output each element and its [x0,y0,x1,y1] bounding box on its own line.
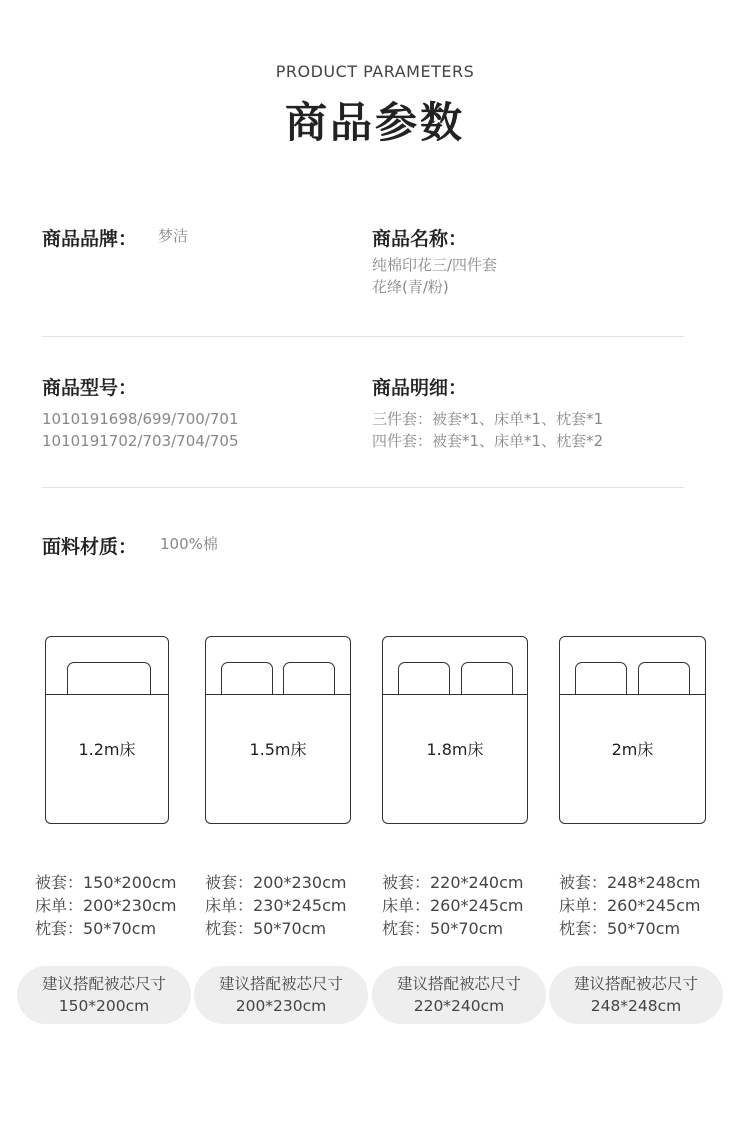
material-value: 100%棉 [160,535,218,553]
detail-value-line2: 四件套：被套*1、床单*1、枕套*2 [372,432,604,450]
product-name-value-line1: 纯棉印花三/四件套 [372,256,498,274]
suggest-size: 200*230cm [235,997,327,1015]
sheet-size: 床单：230*245cm [205,896,347,915]
product-name-label: 商品名称： [372,228,468,250]
duvet-edge [383,694,527,695]
bed-spec-list-1-8m [382,871,523,940]
duvet-edge [206,694,350,695]
bed-illustration-1-8m [382,636,528,824]
suggest-label: 建议搭配被芯尺寸 [573,975,698,993]
suggest-size: 248*248cm [590,997,682,1015]
bed-size-label: 1.5m床 [249,740,307,759]
bed-illustration-2m [559,636,706,824]
bed-size-label: 1.8m床 [426,740,484,759]
sheet-size: 床单：200*230cm [35,896,177,915]
detail-value-line1: 三件套：被套*1、床单*1、枕套*1 [372,410,604,428]
duvet-size: 被套：200*230cm [205,873,347,892]
duvet-edge [560,694,705,695]
bed-size-label: 2m床 [611,740,654,759]
sheet-size: 床单：260*245cm [559,896,701,915]
bed-illustration-1-5m [205,636,351,824]
detail-label: 商品明细： [372,377,468,399]
brand-value: 梦洁 [158,227,189,245]
pillow-icon [398,662,450,694]
model-value-line2: 1010191702/703/704/705 [42,432,239,450]
duvet-edge [46,694,168,695]
brand-label: 商品品牌： [42,228,138,250]
product-name-value-line2: 花绛(青/粉) [372,278,449,296]
bed-illustration-1-2m [45,636,169,824]
suggested-comforter-badge-1-5m [194,966,368,1024]
pillowcase-size: 枕套：50*70cm [35,919,157,938]
pillowcase-size: 枕套：50*70cm [205,919,327,938]
suggest-size: 150*200cm [58,997,150,1015]
duvet-size: 被套：150*200cm [35,873,177,892]
suggest-label: 建议搭配被芯尺寸 [396,975,521,993]
pillow-icon [575,662,627,694]
suggest-size: 220*240cm [413,997,505,1015]
bed-spec-list-2m [559,871,700,940]
suggested-comforter-badge-2m [549,966,723,1024]
suggest-label: 建议搭配被芯尺寸 [41,975,166,993]
pillowcase-size: 枕套：50*70cm [559,919,681,938]
section-title: 商品参数 [284,98,465,147]
pillow-icon [221,662,273,694]
suggested-comforter-badge-1-2m [17,966,191,1024]
pillowcase-size: 枕套：50*70cm [382,919,504,938]
bed-spec-list-1-2m [35,871,176,940]
duvet-size: 被套：248*248cm [559,873,701,892]
pillow-icon [461,662,513,694]
bed-spec-list-1-5m [205,871,346,940]
sheet-size: 床单：260*245cm [382,896,524,915]
pillow-icon [67,662,151,694]
bed-size-label: 1.2m床 [78,740,136,759]
pillow-icon [283,662,335,694]
divider [42,487,684,488]
suggest-label: 建议搭配被芯尺寸 [218,975,343,993]
divider [42,336,684,337]
suggested-comforter-badge-1-8m [372,966,546,1024]
section-subtitle: PRODUCT PARAMETERS [275,62,475,81]
material-label: 面料材质： [42,536,138,558]
pillow-icon [638,662,690,694]
model-value-line1: 1010191698/699/700/701 [42,410,239,428]
duvet-size: 被套：220*240cm [382,873,524,892]
model-label: 商品型号： [42,377,138,399]
